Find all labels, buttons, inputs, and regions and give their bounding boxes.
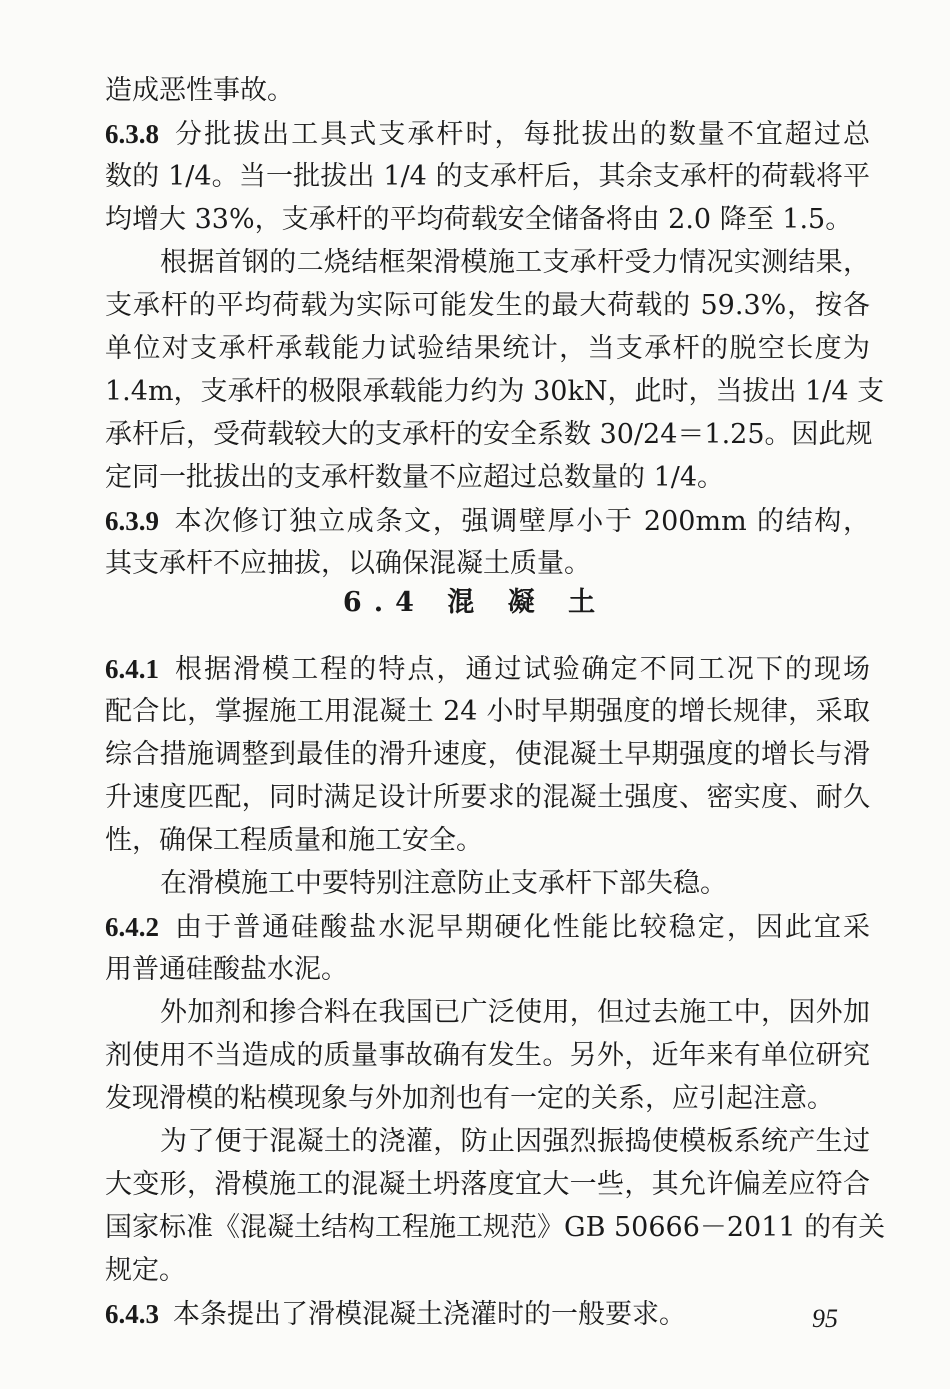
text-line: 定同一批拔出的支承杆数量不应超过总数量的 1/4。 — [105, 462, 725, 493]
text-line: 支承杆的平均荷载为实际可能发生的最大荷载的 59.3%，按各 — [105, 290, 870, 321]
text-line: 根据首钢的二烧结框架滑模施工支承杆受力情况实测结果， — [160, 247, 870, 278]
text-line: 用普通硅酸盐水泥。 — [105, 954, 348, 985]
clause-6-4-1: 6.4.1 根据滑模工程的特点，通过试验确定不同工况下的现场 — [105, 654, 870, 685]
text-line: 国家标准《混凝土结构工程施工规范》GB 50666－2011 的有关 — [105, 1212, 886, 1243]
page-number: 95 — [812, 1304, 838, 1333]
text-line: 剂使用不当造成的质量事故确有发生。另外，近年来有单位研究 — [105, 1040, 870, 1071]
text-line: 数的 1/4。当一批拔出 1/4 的支承杆后，其余支承杆的荷载将平 — [105, 161, 870, 192]
clause-number: 6.3.9 — [105, 506, 159, 536]
clause-6-4-2: 6.4.2 由于普通硅酸盐水泥早期硬化性能比较稳定，因此宜采 — [105, 912, 870, 943]
text-line: 升速度匹配，同时满足设计所要求的混凝土强度、密实度、耐久 — [105, 782, 870, 813]
text-line: 均增大 33%，支承杆的平均荷载安全储备将由 2.0 降至 1.5。 — [105, 204, 853, 235]
text-line: 1.4m，支承杆的极限承载能力约为 30kN，此时，当拔出 1/4 支 — [105, 376, 885, 407]
text-line: 其支承杆不应抽拔，以确保混凝土质量。 — [105, 548, 591, 579]
clause-number: 6.4.1 — [105, 654, 159, 684]
text-line: 造成恶性事故。 — [105, 75, 294, 106]
text-line: 外加剂和掺合料在我国已广泛使用，但过去施工中，因外加 — [160, 997, 870, 1028]
text-line: 发现滑模的粘模现象与外加剂也有一定的关系，应引起注意。 — [105, 1083, 834, 1114]
clause-number: 6.4.2 — [105, 912, 159, 942]
text-line: 在滑模施工中要特别注意防止支承杆下部失稳。 — [160, 868, 727, 899]
text-line: 单位对支承杆承载能力试验结果统计，当支承杆的脱空长度为 — [105, 333, 870, 364]
clause-number: 6.4.3 — [105, 1299, 159, 1329]
text-line: 综合措施调整到最佳的滑升速度，使混凝土早期强度的增长与滑 — [105, 739, 870, 770]
section-heading: 6.4 混 凝 土 — [342, 587, 608, 618]
clause-6-3-8: 6.3.8 分批拔出工具式支承杆时，每批拔出的数量不宜超过总 — [105, 119, 870, 150]
clause-6-4-3: 6.4.3 本条提出了滑模混凝土浇灌时的一般要求。 — [105, 1299, 686, 1330]
text-line: 规定。 — [105, 1255, 186, 1286]
text-line: 承杆后，受荷载较大的支承杆的安全系数 30/24＝1.25。因此规 — [105, 419, 873, 450]
text-line: 大变形，滑模施工的混凝土坍落度宜大一些，其允许偏差应符合 — [105, 1169, 870, 1200]
text-line: 性，确保工程质量和施工安全。 — [105, 825, 483, 856]
text-line: 为了便于混凝土的浇灌，防止因强烈振捣使模板系统产生过 — [160, 1126, 870, 1157]
clause-number: 6.3.8 — [105, 119, 159, 149]
clause-6-3-9: 6.3.9 本次修订独立成条文，强调壁厚小于 200mm 的结构， — [105, 506, 870, 537]
text-line: 配合比，掌握施工用混凝土 24 小时早期强度的增长规律，采取 — [105, 696, 870, 727]
